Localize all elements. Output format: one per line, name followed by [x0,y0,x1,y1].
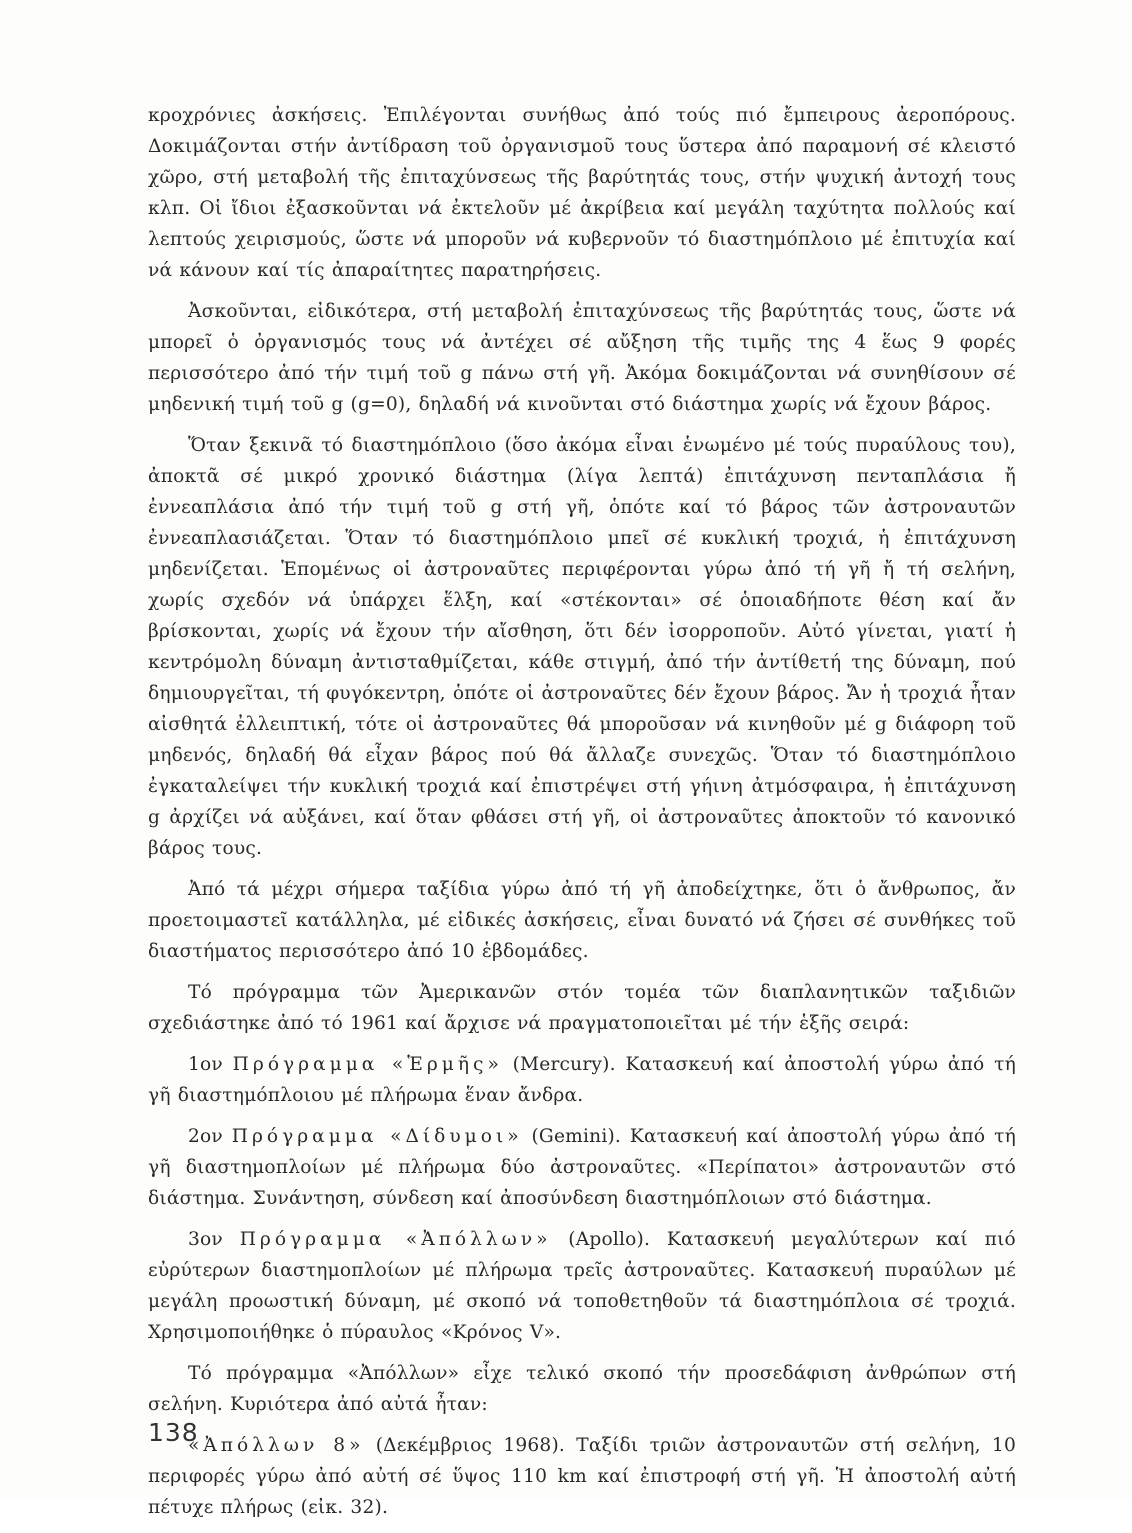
program-english-name: (Mercury). [512,1054,616,1075]
program-description: Κατασκευή καί ἀποστολή γύρω ἀπό τή γῆ διαστημοπλοίων μέ πλήρωμα δύο ἀστροναῦτες. «Περίπατοι» ἀστροναυτῶν στό διάστημα. Συνάντηση, σύνδεση καί ἀποσύνδεση διαστημόπλοιων στό διάστημα. [148,1126,1016,1209]
program-title: Πρόγραμμα «Ἑρμῆς» [232,1054,503,1075]
mission-date: (Δεκέμβριος 1968). [375,1435,566,1456]
mission-title: «Ἀπόλλων 8» [188,1435,365,1456]
page-number: 138 [148,1418,199,1447]
program-description: Κατασκευή μεγαλύτερων καί πιό εὐρύτερων διαστημοπλοίων μέ πλήρωμα τρεῖς ἀστροναῦτες. Κατασκευή πυραύλων μέ μεγάλη προωστική δύναμη, μέ σκοπό νά τοποθετηθοῦν τά διαστημόπλοια σέ τροχιά. Χρησιμοποιήθηκε ὁ πύραυλος «Κρόνος V». [148,1229,1016,1343]
program-english-name: (Gemini). [531,1126,622,1147]
paragraph-weightlessness: Ὅταν ξεκινᾶ τό διαστημόπλοιο (ὅσο ἀκόμα εἶναι ἑνωμένο μέ τούς πυραύλους του), ἀποκτᾶ σέ μικρό χρονικό διάστημα (λίγα λεπτά) ἐπιτάχυνση πενταπλάσια ἤ ἐννεαπλάσια ἀπό τήν τιμή τοῦ g στή γῆ, ὁπότε καί τό βάρος τῶν ἀστροναυτῶν ἐννεαπλασιάζεται. Ὅταν τό διαστημόπλοιο μπεῖ σέ κυκλική τροχιά, ἡ ἐπιτάχυνση μηδενίζεται. Ἑπομένως οἱ ἀστροναῦτες περιφέρονται γύρω ἀπό τή γῆ ἤ τή σελήνη, χωρίς σχεδόν νά ὑπάρχει ἕλξη, καί «στέκονται» σέ ὁποιαδήποτε θέση καί ἄν βρίσκονται, χωρίς νά ἔχουν τήν αἴσθηση, ὅτι δέν ἰσορροποῦν. Αὐτό γίνεται, γιατί ἡ κεντρόμολη δύναμη ἀντισταθμίζεται, κάθε στιγμή, ἀπό τήν ἀντίθετή της δύναμη, πού δημιουργεῖται, τή φυγόκεντρη, ὁπότε οἱ ἀστροναῦτες δέν ἔχουν βάρος. Ἄν ἡ τροχιά ἦταν αἰσθητά ἐλλειπτική, τότε οἱ ἀστροναῦτες θά μποροῦσαν νά κινηθοῦν μέ g διάφορη τοῦ μηδενός, δηλαδή θά εἶχαν βάρος πού θά ἄλλαζε συνεχῶς. Ὅταν τό διαστημόπλοιο ἐγκαταλείψει τήν κυκλική τροχιά καί ἐπιστρέψει στή γήινη ἀτμόσφαιρα, ἡ ἐπιτάχυνση g ἀρχίζει νά αὐξάνει, καί ὅταν φθάσει στή γῆ, οἱ ἀστροναῦτες ἀποκτοῦν τό κανονικό βάρος τους. [148,435,1016,859]
program-english-name: (Apollo). [568,1229,651,1250]
paragraph-training-continuation: κροχρόνιες ἀσκήσεις. Ἐπιλέγονται συνήθως ἀπό τούς πιό ἔμπειρους ἀεροπόρους. Δοκιμάζονται στήν ἀντίδραση τοῦ ὀργανισμοῦ τους ὕστερα ἀπό παραμονή σέ κλειστό χῶρο, στή μεταβολή τῆς ἐπιταχύνσεως τῆς βαρύτητάς τους, στήν ψυχική ἀντοχή τους κλπ. Οἱ ἴδιοι ἐξασκοῦνται νά ἐκτελοῦν μέ ἀκρίβεια καί μεγάλη ταχύτητα πολλούς καί λεπτούς χειρισμούς, ὥστε νά μποροῦν νά κυβερνοῦν τό διαστημόπλοιο μέ ἐπιτυχία καί νά κάνουν καί τίς ἀπαραίτητες παρατηρήσεις. [148,105,1016,281]
program-description: Κατασκευή καί ἀποστολή γύρω ἀπό τή γῆ διαστημόπλοιου μέ πλήρωμα ἕναν ἄνδρα. [148,1054,1016,1106]
mission-apollo-8 [148,1430,1016,1523]
program-number: 2ον [188,1126,223,1147]
paragraph-american-program: Τό πρόγραμμα τῶν Ἀμερικανῶν στόν τομέα τῶν διαπλανητικῶν ταξιδιῶν σχεδιάστηκε ἀπό τό 1961 καί ἄρχισε νά πραγματοποιεῖται μέ τήν ἑξῆς σειρά: [148,982,1016,1034]
program-apollo [148,1224,1016,1348]
mission-description: Ταξίδι τριῶν ἀστροναυτῶν στή σελήνη, 10 περιφορές γύρω ἀπό αὐτή σέ ὕψος 110 km καί ἐπιστροφή στή γῆ. Ἡ ἀποστολή αὐτή πέτυχε πλήρως (εἰκ. 32). [148,1435,1016,1518]
program-title: Πρόγραμμα «Ἀπόλλων» [239,1229,552,1250]
body-text [148,100,1016,1533]
program-number: 1ον [188,1054,223,1075]
program-gemini [148,1121,1016,1214]
paragraph-apollo-intro: Τό πρόγραμμα «Ἀπόλλων» εἶχε τελικό σκοπό τήν προσεδάφιση ἀνθρώπων στή σελήνη. Κυριότερα ἀπό αὐτά ἦταν: [148,1363,1016,1415]
paragraph-space-survival: Ἀπό τά μέχρι σήμερα ταξίδια γύρω ἀπό τή γῆ ἀποδείχτηκε, ὅτι ὁ ἄνθρωπος, ἄν προετοιμαστεῖ κατάλληλα, μέ εἰδικές ἀσκήσεις, εἶναι δυνατό νά ζήσει σέ συνθήκες τοῦ διαστήματος περισσότερο ἀπό 10 ἑβδομάδες. [148,879,1016,962]
paragraph-acceleration-training: Ἀσκοῦνται, εἰδικότερα, στή μεταβολή ἐπιταχύνσεως τῆς βαρύτητάς τους, ὥστε νά μπορεῖ ὁ ὀργανισμός τους νά ἀντέχει σέ αὔξηση τῆς τιμῆς της 4 ἕως 9 φορές περισσότερο ἀπό τήν τιμή τοῦ g πάνω στή γῆ. Ἀκόμα δοκιμάζονται νά συνηθίσουν σέ μηδενική τιμή τοῦ g (g=0), δηλαδή νά κινοῦνται στό διάστημα χωρίς νά ἔχουν βάρος. [148,301,1016,415]
program-title: Πρόγραμμα «Δίδυμοι» [231,1126,523,1147]
program-mercury [148,1049,1016,1111]
program-number: 3ον [188,1229,223,1250]
